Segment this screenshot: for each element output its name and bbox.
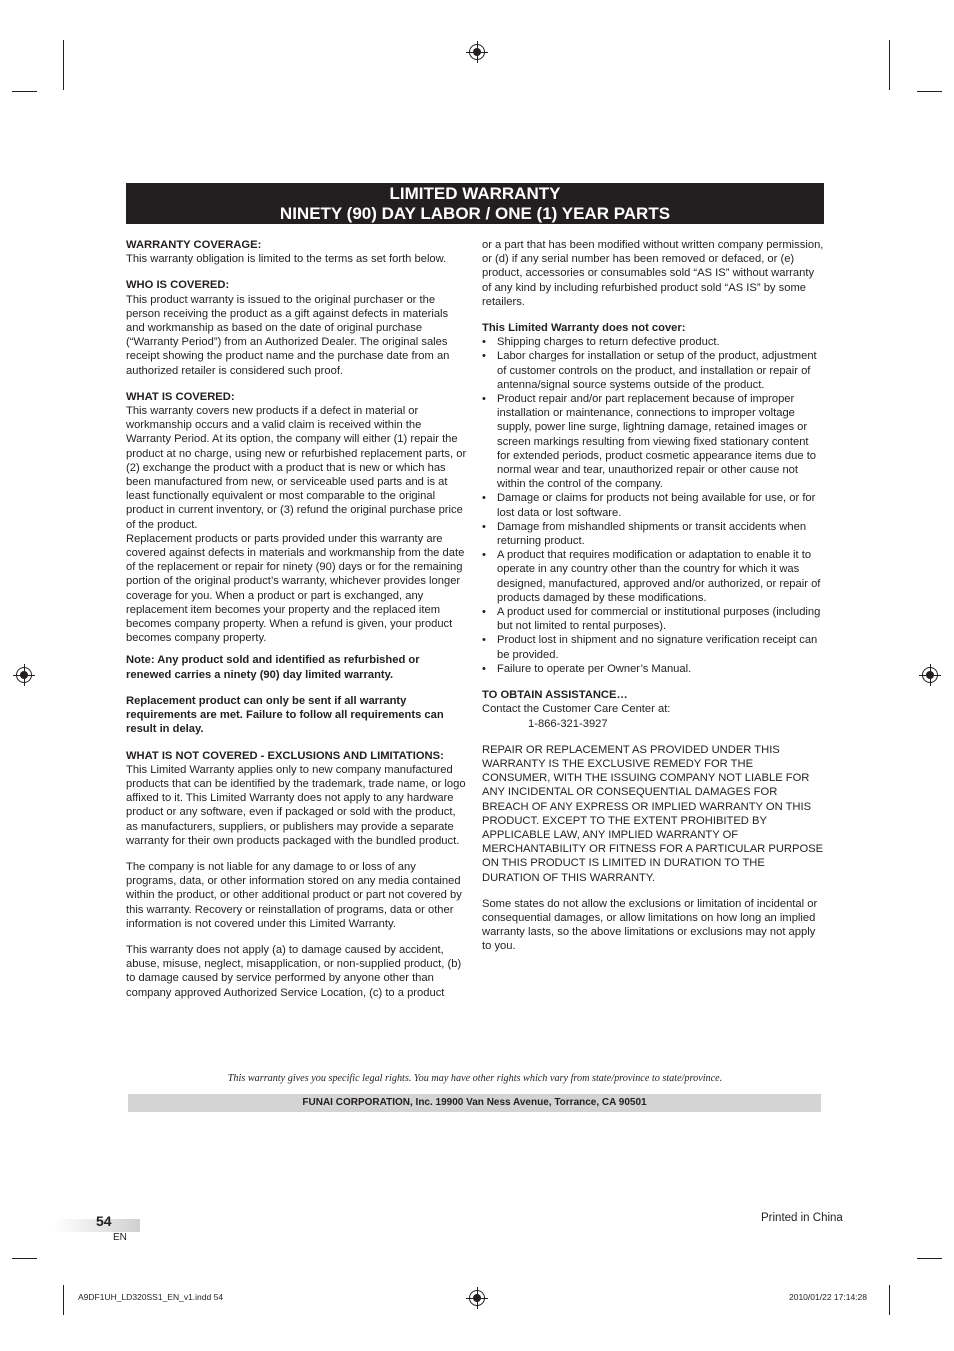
replacement-note: Replacement product can only be sent if all warranty requirements are met. Failure to follow all requirements can result in delay. [126,694,444,736]
registration-mark-icon [922,667,938,683]
coverage-heading: WARRANTY COVERAGE: [126,239,262,251]
registration-mark-icon [469,1290,485,1306]
company-liability-text: The company is not liable for any damage to or loss of any programs, data, or other information stored on any media contained within the product, or other additional product or part not covered by this warranty. Recovery or reinstallation of programs, data or other information is not covered under this Limited Warranty. [126,860,462,930]
assistance-heading: TO OBTAIN ASSISTANCE… [482,689,628,702]
registration-mark-icon [16,667,32,683]
remedy-text: REPAIR OR REPLACEMENT AS PROVIDED UNDER THIS WARRANTY IS THE EXCLUSIVE REMEDY FOR THE CONSUMER, WITH THE ISSUING COMPANY NOT LIABLE FOR ANY INCIDENTAL OR CONSEQUENTIAL DAMAGES FOR BREACH OF ANY EXPRESS OR IMPLIED WARRANTY ON THIS PRODUCT. EXCEPT TO THE EXTENT PROHIBITED BY APPLICABLE LAW, ANY IMPLIED WARRANTY OF MERCHANTABILITY OR FITNESS FOR A PARTICULAR PURPOSE ON THIS PRODUCT IS LIMITED IN DURATION TO THE DURATION OF THIS WARRANTY. [482,743,824,884]
assistance-text: Contact the Customer Care Center at: [482,703,671,716]
crop-mark [12,1258,37,1259]
not-covered-heading: WHAT IS NOT COVERED - EXCLUSIONS AND LIMITATIONS: [126,749,444,762]
crop-mark [917,91,942,92]
exclusions-list [482,335,824,676]
crop-mark [63,1285,64,1315]
does-not-cover-heading: This Limited Warranty does not cover: [482,322,686,335]
what-text-2: Replacement products or parts provided under this warranty are covered against defects in materials and workmanship from the date of the replacement or repair for ninety (90) days or for the remaining portion of the original product’s warranty, whichever provides longer coverage for you. When a product or part is exchanged, any replacement item becomes your property and the replaced item becomes company property. When a refund is given, your product becomes company property. [126,532,465,645]
slug-datetime: 2010/01/22 17:14:28 [789,1292,867,1302]
slug-filename: A9DF1UH_LD320SS1_EN_v1.indd 54 [78,1292,224,1302]
what-text-1: This warranty covers new products if a defect in material or workmanship occurs and a valid claim is received within the Warranty Period. At its option, the company will either (1) repair the product at no charge, using new or refurbished replacement parts, or (2) exchange the product with a product that is new or which has been manufactured from new, or serviceable used parts and is at least functionally equivalent or most comparable to the original product in current inventory, or (3) refund the original purchase price of the product. [126,405,467,531]
crop-mark [917,1258,942,1259]
crop-mark [12,91,37,92]
list-item: • Damage from mishandled shipments or transit accidents when returning product. [482,520,824,548]
not-covered-text: This Limited Warranty applies only to new company manufactured products that can be identified by the trademark, trade name, or logo affixed to it. This Limited Warranty does not apply to any hardware product or any software, even if packaged or sold with the product, as manufacturers, suppliers, or publishers may provide a separate warranty for their own products packaged with the bundled product. [126,763,466,847]
continued-text: or a part that has been modified without written company permission, or (d) if any serial number has been removed or defaced, or (e) product, accessories or consumables sold “AS IS” without warranty of any kind by including refurbished product sold “AS IS” by some retailers. [482,239,824,308]
title-line-1: LIMITED WARRANTY [389,184,561,203]
right-column [482,238,824,954]
list-item: • Labor charges for installation or setup of the product, adjustment of customer controls on the product, and installation or repair of antenna/signal source systems outside of the product. [482,349,824,392]
printed-in-label: Printed in China [761,1212,843,1224]
legal-rights-note: This warranty gives you specific legal rights. You may have other rights which vary from state/province to state/province. [227,1073,723,1084]
phone-number: 1-866-321-3927 [528,717,608,730]
page-language: EN [113,1232,127,1243]
coverage-text: This warranty obligation is limited to the terms as set forth below. [126,253,447,266]
list-item: • Damage or claims for products not being available for use, or for lost data or lost software. [482,491,824,519]
who-heading: WHO IS COVERED: [126,279,230,292]
crop-mark [889,1285,890,1315]
title-line-2: NINETY (90) DAY LABOR / ONE (1) YEAR PARTS [279,204,671,223]
crop-mark [63,40,64,90]
left-column [126,238,468,1000]
what-heading: WHAT IS COVERED: [126,390,235,403]
states-text: Some states do not allow the exclusions or limitation of incidental or consequential damages, or allow limitations on how long an implied warranty lasts, so the above limitations or exclusions may not apply to you. [482,897,818,953]
registration-mark-icon [469,44,485,60]
list-item: • Shipping charges to return defective product. [482,335,824,349]
who-text: This product warranty is issued to the original purchaser or the person receiving the product as a gift against defects in materials and workmanship as based on the date of original purchase (“Warranty Period”) from an Authorized Dealer. The original sales receipt showing the product name and the purchase date from an authorized retailer is considered such proof. [126,293,450,377]
company-address-bar: FUNAI CORPORATION, Inc. 19900 Van Ness Avenue, Torrance, CA 90501 [128,1094,821,1112]
list-item: • Product repair and/or part replacement because of improper installation or maintenance, connections to improper voltage supply, power line surge, lightning damage, retained images or screen markings resulting from viewing fixed stationary content for extended periods, product cosmetic appearance items due to normal wear and tear, unauthorized repair or other cause not within the control of the company. [482,392,824,491]
list-item: • Failure to operate per Owner’s Manual. [482,662,824,676]
crop-mark [889,40,890,90]
page-title [126,183,824,224]
page-number: 54 [96,1213,112,1229]
note-refurbished: Note: Any product sold and identified as refurbished or renewed carries a ninety (90) day limited warranty. [126,654,420,681]
list-item: • Product lost in shipment and no signature verification receipt can be provided. [482,633,824,661]
list-item: • A product that requires modification or adaptation to enable it to operate in any country other than the country for which it was designed, manufactured, approved and/or authorized, or repair of products damaged by these modifications. [482,548,824,605]
not-apply-text: This warranty does not apply (a) to damage caused by accident, abuse, misuse, neglect, misapplication, or non-supplied product, (b) to damage caused by service performed by anyone other than company approved Authorized Service Location, (c) to a product [126,943,462,999]
list-item: • A product used for commercial or institutional purposes (including but not limited to rental purposes). [482,605,824,633]
